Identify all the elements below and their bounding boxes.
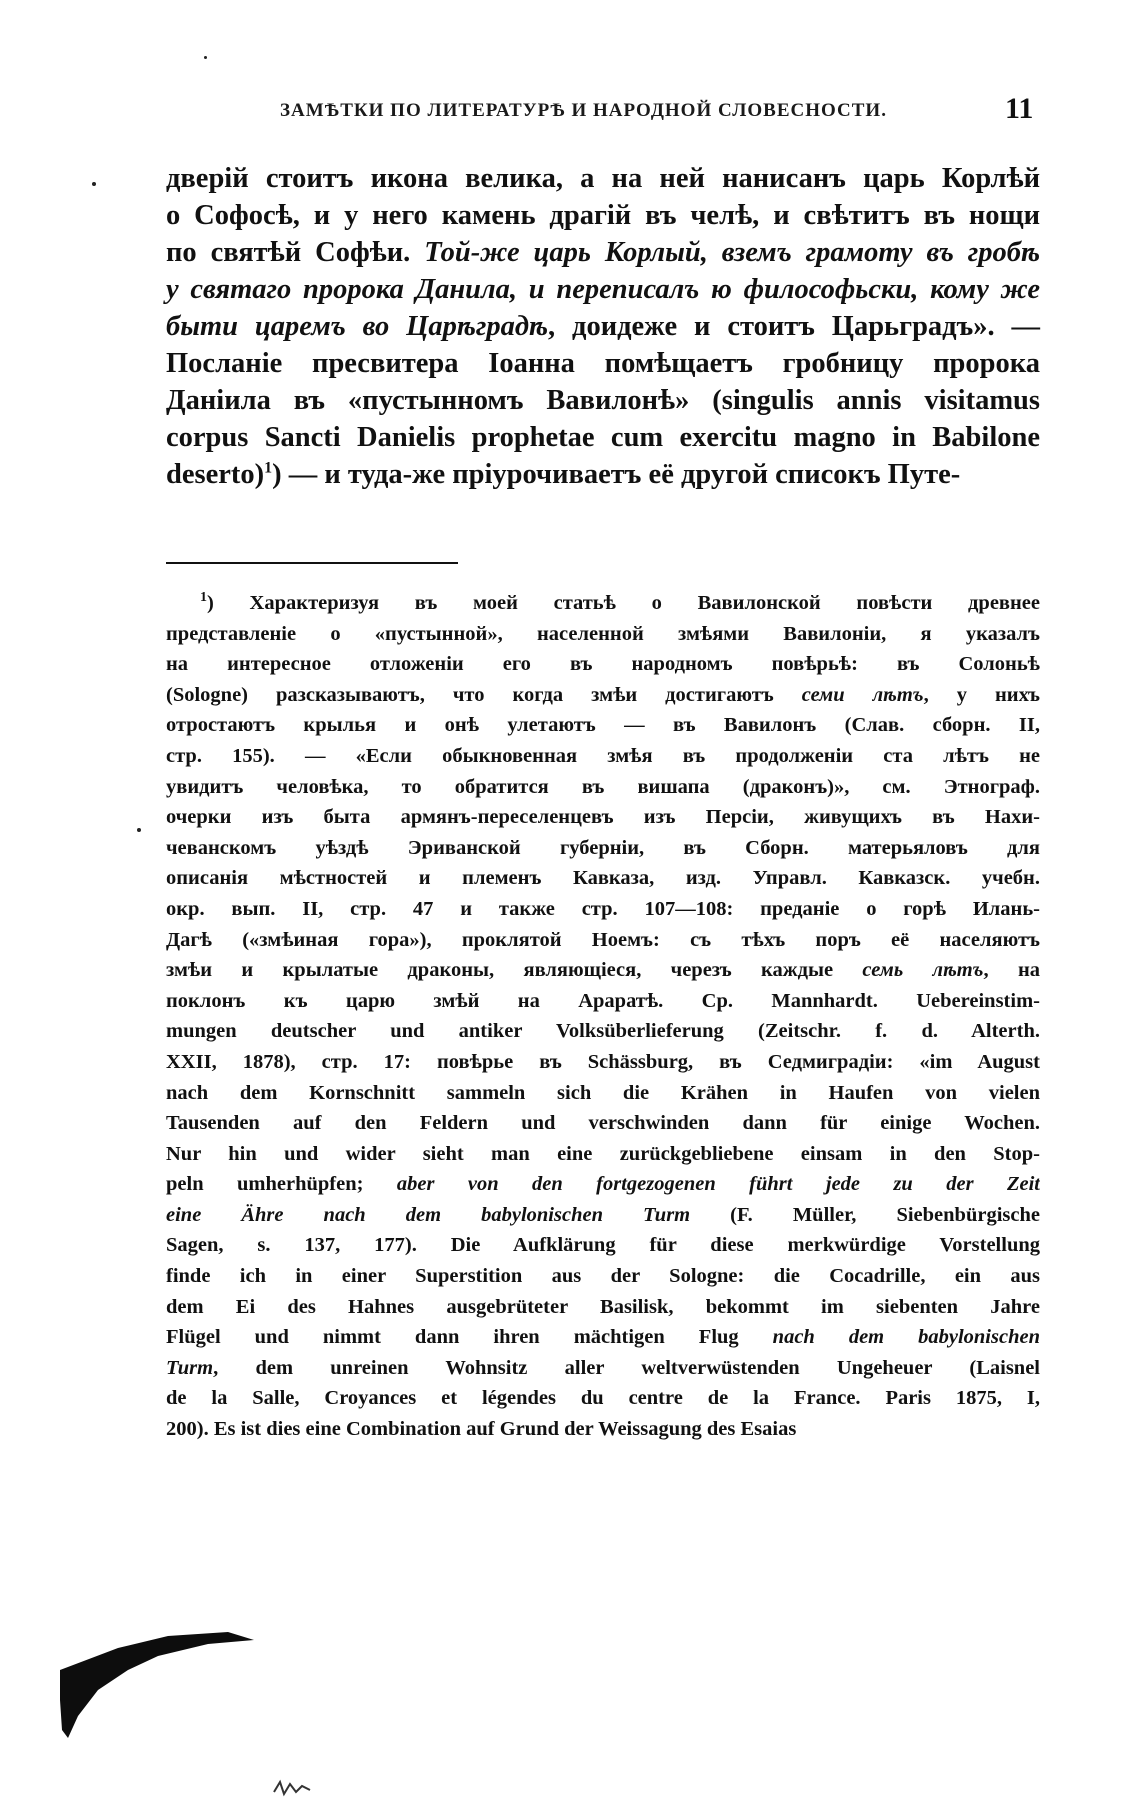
text-line: двеpiй стоитъ икона велика, а на ней нанисанъ царь Корлѣй xyxy=(166,163,1040,194)
text-line: о Софосѣ, и у него камень драгiй въ челѣ, и свѣтитъ въ нощи xyxy=(166,200,1040,231)
footnote-line: Flügel und nimmt dann ihren mächtigen Flug nach dem babylonischen xyxy=(166,1326,1040,1349)
text-line: corpus Sancti Danielis prophetae cum exercitu magno in Babilone xyxy=(166,422,1040,453)
text-line: deserto)$^1$) — и туда-же прiурочиваетъ её другой списокъ Путе- xyxy=(166,459,961,490)
footnote-divider xyxy=(166,562,458,564)
scan-scribble-mark xyxy=(272,1778,312,1798)
footnote-line: змѣи и крылатые драконы, являющiеся, черезъ каждые семь лѣтъ, на xyxy=(166,959,1040,982)
margin-speck xyxy=(204,56,207,59)
margin-speck xyxy=(92,182,96,186)
footnote-line: описанiя мѣстностей и племенъ Кавказа, изд. Управл. Кавказск. учебн. xyxy=(166,867,1040,890)
footnote-line: eine Ähre nach dem babylonischen Turm (F. Müller, Siebenbürgische xyxy=(166,1203,1040,1226)
footnote-line: (Sologne) разсказываютъ, что когда змѣи достигаютъ семи лѣтъ, у нихъ xyxy=(166,683,1040,706)
footnote-line: 200). Es ist dies eine Combination auf Grund der Weissagung des Esaias xyxy=(166,1418,797,1441)
footnote-line: представленiе о «пустынной», населенной змѣями Вавилонiи, я указалъ xyxy=(166,622,1040,645)
footnote-line: чеванскомъ уѣздѣ Эриванской губернiи, въ Сборн. матерьяловъ для xyxy=(166,836,1040,859)
ink-blot-mark xyxy=(58,1630,258,1740)
margin-speck xyxy=(137,828,141,832)
italic-quote: Той-же царь Корлый, вземъ грамоту въ гробѣ xyxy=(424,237,1040,268)
footnote-line: стр. 155). — «Если обыкновенная змѣя въ продолженiи ста лѣтъ не xyxy=(166,744,1040,767)
italic-quote: быти царемъ во Царѣградѣ xyxy=(166,311,548,342)
footnote-line: Дагѣ («змѣиная гора»), проклятой Ноемъ: съ тѣхъ поръ её населяютъ xyxy=(166,928,1040,951)
footnote-line: $^1$) Характеризуя въ моей статьѣ о Вавилонской повѣсти древнее xyxy=(200,590,1040,614)
footnote-line: увидитъ человѣка, то обратится въ вишапа (драконъ)», см. Этнограф. xyxy=(166,775,1040,798)
footnote-line: Tausenden auf den Feldern und verschwinden dann für einige Wochen. xyxy=(166,1112,1040,1135)
footnote-line: Nur hin und wider sieht man eine zurückgebliebene einsam in den Stop- xyxy=(166,1142,1040,1165)
footnote-line: Sagen, s. 137, 177). Die Aufklärung für diese merkwürdige Vorstellung xyxy=(166,1234,1040,1257)
text-line: по святѣй Софѣи. Той-же царь Корлый, вземъ грамоту въ гробѣ xyxy=(166,237,1040,268)
footnote-line: finde ich in einer Superstition aus der Sologne: die Cocadrille, ein aus xyxy=(166,1265,1040,1288)
footnote-line: XXII, 1878), стр. 17: повѣрье въ Schässburg, въ Седмиградiи: «im August xyxy=(166,1050,1040,1073)
footnote-line: Turm, dem unreinen Wohnsitz aller weltverwüstenden Ungeheuer (Laisnel xyxy=(166,1356,1040,1379)
footnote-block xyxy=(166,588,1040,1445)
footnote-line: mungen deutscher und antiker Volksüberlieferung (Zeitschr. f. d. Alterth. xyxy=(166,1020,1040,1043)
text-line: быти царемъ во Царѣградѣ, доидеже и стоитъ Царьградъ». — xyxy=(166,311,1040,342)
footnote-line: на интересное отложенiи его въ народномъ повѣрьѣ: въ Солоньѣ xyxy=(166,653,1040,676)
footnote-line: очерки изъ быта армянъ-переселенцевъ изъ Персiи, живущихъ въ Нахи- xyxy=(166,806,1040,829)
text-line: Данiила въ «пустынномъ Вавилонѣ» (singulis annis visitamus xyxy=(166,385,1040,416)
text-line: Посланiе пресвитера Іоанна помѣщаетъ гробницу пророка xyxy=(166,348,1040,379)
footnote-line: отростаютъ крылья и онѣ улетаютъ — въ Вавилонъ (Слав. сборн. II, xyxy=(166,714,1040,737)
footnote-marker: 1 xyxy=(200,590,207,606)
footnote-line: peln umherhüpfen; aber von den fortgezogenen führt jede zu der Zeit xyxy=(166,1173,1040,1196)
italic-quote: у святаго пророка Данила, и переписалъ ю философьски, кому же xyxy=(166,274,1040,305)
footnote-ref: 1 xyxy=(264,459,273,477)
text-line xyxy=(166,271,1040,308)
running-head: ЗАМѢТКИ ПО ЛИТЕРАТУРѢ И НАРОДНОЙ СЛОВЕСНОСТИ. xyxy=(280,100,887,121)
main-text xyxy=(166,160,1040,493)
footnote-line: dem Ei des Hahnes ausgebrüteter Basilisk, bekommt im siebenten Jahre xyxy=(166,1295,1040,1318)
footnote-line: окр. вып. II, стр. 47 и также стр. 107—108: преданiе о горѣ Илань- xyxy=(166,897,1040,920)
footnote-line: nach dem Kornschnitt sammeln sich die Krähen in Haufen von vielen xyxy=(166,1081,1040,1104)
footnote-line: de la Salle, Croyances et légendes du centre de la France. Paris 1875, I, xyxy=(166,1387,1040,1410)
footnote-line: поклонъ къ царю змѣй на Араратѣ. Ср. Mannhardt. Uebereinstim- xyxy=(166,989,1040,1012)
page-number: 11 xyxy=(1005,92,1034,125)
